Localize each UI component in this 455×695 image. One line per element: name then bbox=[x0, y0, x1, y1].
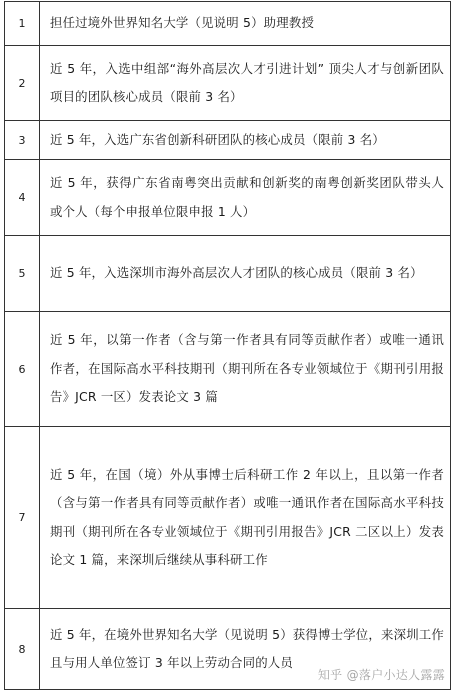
watermark: 知乎 @落户小达人露露 bbox=[317, 668, 445, 682]
row-number: 3 bbox=[5, 121, 40, 160]
table-row bbox=[5, 312, 451, 427]
table-row bbox=[5, 160, 451, 236]
row-text: 近 5 年，在境外世界知名大学（见说明 5）获得博士学位，来深圳工作且与用人单位签订 3 年以上劳动合同的人员 bbox=[40, 609, 451, 690]
row-number: 8 bbox=[5, 609, 40, 690]
row-text: 近 5 年，入选深圳市海外高层次人才团队的核心成员（限前 3 名） bbox=[40, 236, 451, 312]
row-number: 4 bbox=[5, 160, 40, 236]
row-text: 近 5 年，入选中组部“海外高层次人才引进计划” 顶尖人才与创新团队项目的团队核心成员（限前 3 名） bbox=[40, 46, 451, 121]
row-number: 5 bbox=[5, 236, 40, 312]
row-number: 7 bbox=[5, 427, 40, 609]
row-text: 近 5 年，以第一作者（含与第一作者具有同等贡献作者）或唯一通讯作者，在国际高水平科技期刊（期刊所在各专业领域位于《期刊引用报告》JCR 一区）发表论文 3 篇 bbox=[40, 312, 451, 427]
row-text: 担任过境外世界知名大学（见说明 5）助理教授 bbox=[40, 2, 451, 46]
row-text: 近 5 年，获得广东省南粤突出贡献和创新奖的南粤创新奖团队带头人或个人（每个申报单位限申报 1 人） bbox=[40, 160, 451, 236]
table-row bbox=[5, 121, 451, 160]
table-row bbox=[5, 427, 451, 609]
row-text: 近 5 年，入选广东省创新科研团队的核心成员（限前 3 名） bbox=[40, 121, 451, 160]
row-number: 6 bbox=[5, 312, 40, 427]
table-row bbox=[5, 236, 451, 312]
row-number: 1 bbox=[5, 2, 40, 46]
criteria-table bbox=[4, 1, 451, 690]
row-text: 近 5 年，在国（境）外从事博士后科研工作 2 年以上，且以第一作者（含与第一作者具有同等贡献作者）或唯一通讯作者在国际高水平科技期刊（期刊所在各专业领域位于《期刊引用报告》JCR 二区以上）发表论文 1 篇，来深圳后继续从事科研工作 bbox=[40, 427, 451, 609]
table-row bbox=[5, 2, 451, 46]
table-row bbox=[5, 46, 451, 121]
row-number: 2 bbox=[5, 46, 40, 121]
